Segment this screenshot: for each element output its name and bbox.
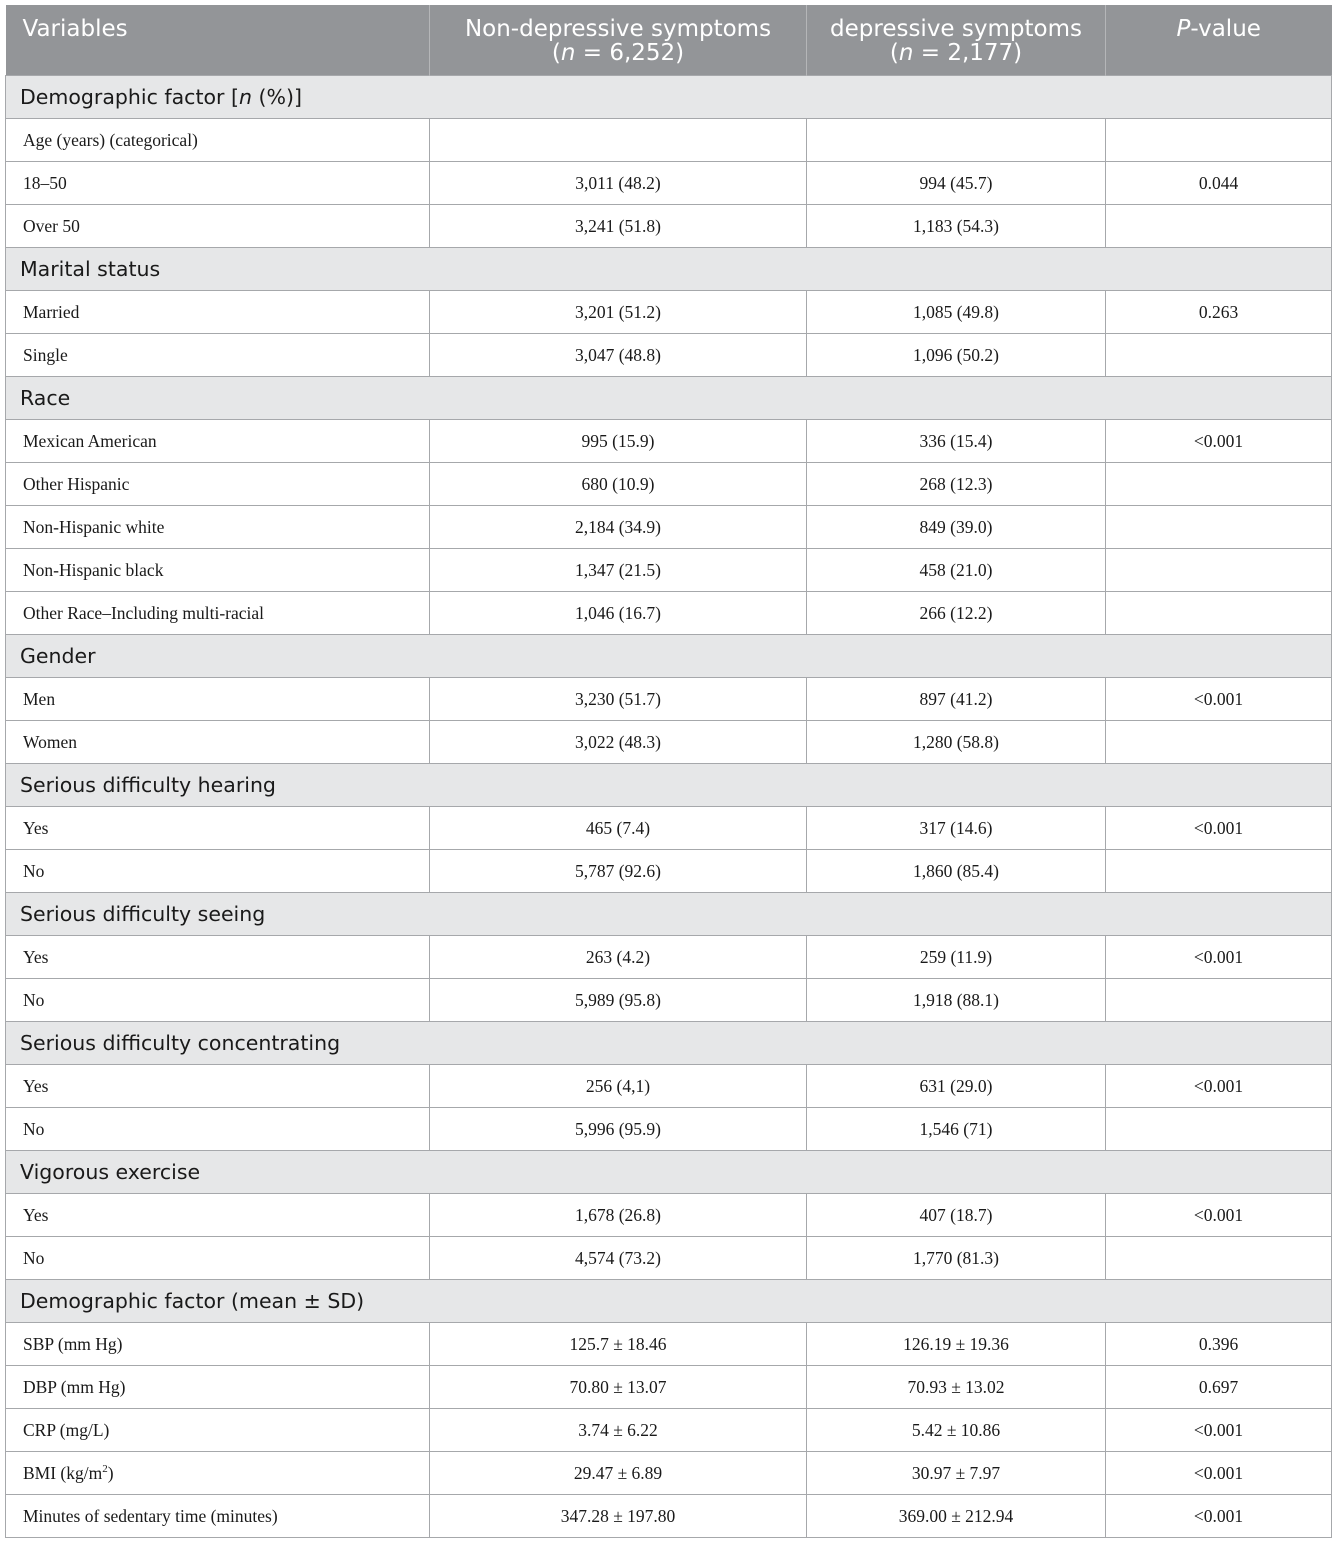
pvalue-cell — [1106, 592, 1332, 635]
row-label: BMI $(kg/m^2)$ — [6, 1452, 430, 1495]
nondepressive-cell: 5,996 (95.9) — [430, 1108, 807, 1151]
nondepressive-cell: 3,230 (51.7) — [430, 678, 807, 721]
section-title: Demographic factor (mean ± SD) — [6, 1280, 1332, 1323]
section-title: Vigorous exercise — [6, 1151, 1332, 1194]
row-label: CRP (mg/L) — [6, 1409, 430, 1452]
pvalue-cell: <0.001 — [1106, 1452, 1332, 1495]
nondepressive-cell: 3,011 (48.2) — [430, 162, 807, 205]
section-row-demographic-mean — [6, 1280, 1332, 1323]
pvalue-cell: <0.001 — [1106, 807, 1332, 850]
depressive-cell: 1,096 (50.2) — [807, 334, 1106, 377]
pvalue-cell — [1106, 1237, 1332, 1280]
row-label: Mexican American — [6, 420, 430, 463]
section-title: Serious difficulty concentrating — [6, 1022, 1332, 1065]
table-row — [6, 1452, 1332, 1495]
table-row — [6, 850, 1332, 893]
depressive-cell: 1,085 (49.8) — [807, 291, 1106, 334]
section-title: Serious difficulty seeing — [6, 893, 1332, 936]
table-row — [6, 979, 1332, 1022]
depressive-cell: 994 (45.7) — [807, 162, 1106, 205]
nondepressive-cell: 4,574 (73.2) — [430, 1237, 807, 1280]
depressive-cell — [807, 119, 1106, 162]
row-label: Yes — [6, 1065, 430, 1108]
pvalue-cell: 0.044 — [1106, 162, 1332, 205]
table-row — [6, 1366, 1332, 1409]
row-label: Other Hispanic — [6, 463, 430, 506]
table-row — [6, 420, 1332, 463]
row-label: No — [6, 1108, 430, 1151]
section-row-marital — [6, 248, 1332, 291]
section-row-hearing — [6, 764, 1332, 807]
nondepressive-cell: 347.28 ± 197.80 — [430, 1495, 807, 1538]
section-title: Serious difficulty hearing — [6, 764, 1332, 807]
row-label: Non-Hispanic white — [6, 506, 430, 549]
section-row-gender — [6, 635, 1332, 678]
table-row — [6, 1065, 1332, 1108]
header-row — [6, 5, 1332, 76]
nondepressive-cell: 70.80 ± 13.07 — [430, 1366, 807, 1409]
table-row — [6, 807, 1332, 850]
col-header-depressive: depressive symptoms (n = 2,177) — [807, 5, 1106, 76]
depressive-cell: 458 (21.0) — [807, 549, 1106, 592]
pvalue-cell: 0.396 — [1106, 1323, 1332, 1366]
pvalue-cell: <0.001 — [1106, 420, 1332, 463]
row-label: No — [6, 1237, 430, 1280]
row-label: Men — [6, 678, 430, 721]
table-row — [6, 463, 1332, 506]
table-row — [6, 721, 1332, 764]
nondepressive-cell: 263 (4.2) — [430, 936, 807, 979]
row-label: Non-Hispanic black — [6, 549, 430, 592]
depressive-cell: 1,183 (54.3) — [807, 205, 1106, 248]
col-header-nondepressive: Non-depressive symptoms (n = 6,252) — [430, 5, 807, 76]
row-label: Women — [6, 721, 430, 764]
depressive-cell: 126.19 ± 19.36 — [807, 1323, 1106, 1366]
nondepressive-cell: 3,201 (51.2) — [430, 291, 807, 334]
depressive-cell: 631 (29.0) — [807, 1065, 1106, 1108]
row-label: SBP (mm Hg) — [6, 1323, 430, 1366]
depressive-cell: 407 (18.7) — [807, 1194, 1106, 1237]
depressive-cell: 1,546 (71) — [807, 1108, 1106, 1151]
pvalue-cell: 0.263 — [1106, 291, 1332, 334]
pvalue-cell: <0.001 — [1106, 1065, 1332, 1108]
nondepressive-cell: 1,046 (16.7) — [430, 592, 807, 635]
table-row — [6, 1323, 1332, 1366]
table-row — [6, 506, 1332, 549]
depressive-cell: 268 (12.3) — [807, 463, 1106, 506]
nondepressive-cell: 3.74 ± 6.22 — [430, 1409, 807, 1452]
pvalue-cell — [1106, 334, 1332, 377]
table-row — [6, 334, 1332, 377]
pvalue-cell: <0.001 — [1106, 678, 1332, 721]
characteristics-table — [5, 5, 1332, 1538]
table-row — [6, 549, 1332, 592]
nondepressive-cell: 125.7 ± 18.46 — [430, 1323, 807, 1366]
table-row — [6, 291, 1332, 334]
depressive-cell: 30.97 ± 7.97 — [807, 1452, 1106, 1495]
pvalue-cell — [1106, 979, 1332, 1022]
table-row — [6, 592, 1332, 635]
pvalue-cell — [1106, 463, 1332, 506]
row-label: No — [6, 979, 430, 1022]
pvalue-cell — [1106, 119, 1332, 162]
row-label: Minutes of sedentary time (minutes) — [6, 1495, 430, 1538]
nondepressive-cell: 5,787 (92.6) — [430, 850, 807, 893]
pvalue-cell: 0.697 — [1106, 1366, 1332, 1409]
section-row-race — [6, 377, 1332, 420]
pvalue-cell — [1106, 506, 1332, 549]
depressive-cell: 897 (41.2) — [807, 678, 1106, 721]
nondepressive-cell: 680 (10.9) — [430, 463, 807, 506]
pvalue-cell — [1106, 549, 1332, 592]
section-row-exercise — [6, 1151, 1332, 1194]
depressive-cell: 1,918 (88.1) — [807, 979, 1106, 1022]
row-label: Age (years) (categorical) — [6, 119, 430, 162]
nondepressive-cell: 1,678 (26.8) — [430, 1194, 807, 1237]
depressive-cell: 5.42 ± 10.86 — [807, 1409, 1106, 1452]
depressive-cell: 1,770 (81.3) — [807, 1237, 1106, 1280]
row-label: Yes — [6, 1194, 430, 1237]
depressive-cell: 336 (15.4) — [807, 420, 1106, 463]
depressive-cell: 1,280 (58.8) — [807, 721, 1106, 764]
depressive-cell: 70.93 ± 13.02 — [807, 1366, 1106, 1409]
section-row-seeing — [6, 893, 1332, 936]
table-row — [6, 936, 1332, 979]
row-label: Other Race–Including multi-racial — [6, 592, 430, 635]
pvalue-cell — [1106, 850, 1332, 893]
depressive-cell: 369.00 ± 212.94 — [807, 1495, 1106, 1538]
nondepressive-cell: 3,022 (48.3) — [430, 721, 807, 764]
pvalue-cell: <0.001 — [1106, 1409, 1332, 1452]
nondepressive-cell: 3,241 (51.8) — [430, 205, 807, 248]
table-row — [6, 119, 1332, 162]
nondepressive-cell: 1,347 (21.5) — [430, 549, 807, 592]
section-title: Demographic factor [n (%)] — [6, 76, 1332, 119]
pvalue-cell: <0.001 — [1106, 1194, 1332, 1237]
col-header-variables: Variables — [6, 5, 430, 76]
row-label: Single — [6, 334, 430, 377]
pvalue-cell — [1106, 1108, 1332, 1151]
section-title: Marital status — [6, 248, 1332, 291]
table-row — [6, 205, 1332, 248]
depressive-cell: 1,860 (85.4) — [807, 850, 1106, 893]
row-label: Yes — [6, 807, 430, 850]
table-row — [6, 1237, 1332, 1280]
depressive-cell: 317 (14.6) — [807, 807, 1106, 850]
nondepressive-cell — [430, 119, 807, 162]
nondepressive-cell: 995 (15.9) — [430, 420, 807, 463]
row-label: No — [6, 850, 430, 893]
row-label: 18–50 — [6, 162, 430, 205]
nondepressive-cell: 2,184 (34.9) — [430, 506, 807, 549]
nondepressive-cell: 5,989 (95.8) — [430, 979, 807, 1022]
pvalue-cell — [1106, 721, 1332, 764]
depressive-cell: 259 (11.9) — [807, 936, 1106, 979]
pvalue-cell: <0.001 — [1106, 1495, 1332, 1538]
row-label: Over 50 — [6, 205, 430, 248]
section-title: Gender — [6, 635, 1332, 678]
nondepressive-cell: 256 (4,1) — [430, 1065, 807, 1108]
col-header-pvalue: P-value — [1106, 5, 1332, 76]
table-row — [6, 1194, 1332, 1237]
section-row-demographic-n — [6, 76, 1332, 119]
pvalue-cell: <0.001 — [1106, 936, 1332, 979]
table-row — [6, 678, 1332, 721]
nondepressive-cell: 3,047 (48.8) — [430, 334, 807, 377]
section-title: Race — [6, 377, 1332, 420]
depressive-cell: 849 (39.0) — [807, 506, 1106, 549]
table-row — [6, 162, 1332, 205]
nondepressive-cell: 465 (7.4) — [430, 807, 807, 850]
section-row-concentrating — [6, 1022, 1332, 1065]
nondepressive-cell: 29.47 ± 6.89 — [430, 1452, 807, 1495]
row-label: DBP (mm Hg) — [6, 1366, 430, 1409]
pvalue-cell — [1106, 205, 1332, 248]
table-row — [6, 1495, 1332, 1538]
table-row — [6, 1409, 1332, 1452]
depressive-cell: 266 (12.2) — [807, 592, 1106, 635]
table-row — [6, 1108, 1332, 1151]
row-label: Yes — [6, 936, 430, 979]
row-label: Married — [6, 291, 430, 334]
